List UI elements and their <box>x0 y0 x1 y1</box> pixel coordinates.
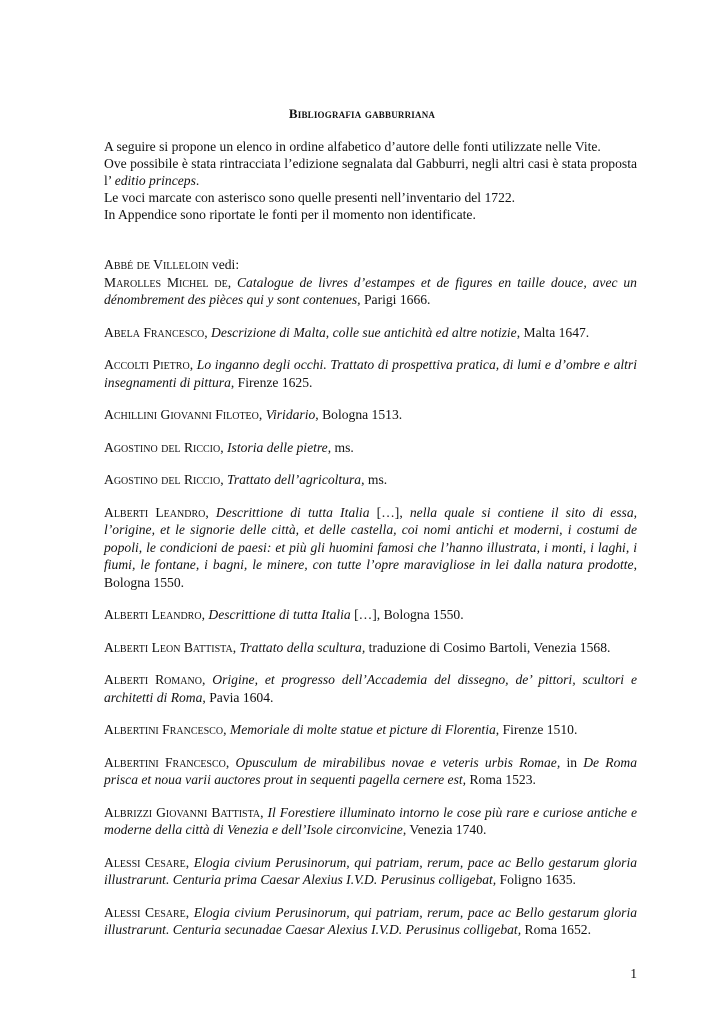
bibliography-entry <box>104 324 637 342</box>
entry-title: Memoriale di molte statue et picture di Florentia <box>229 722 496 737</box>
entry-publication: Roma 1523. <box>466 772 536 787</box>
entry-title: Opusculum de mirabilibus novae e veteris urbis Romae, <box>235 754 561 770</box>
entry-title: Catalogue de livres d’estampes et de figures en taille douce, avec un dénombrement des pièces qui y sont contenues, <box>104 274 637 307</box>
entry-separator: , <box>260 804 268 820</box>
entry-text: vedi: <box>208 257 240 272</box>
entry-author: Alberti Leon Battista <box>104 639 233 655</box>
entry-separator: , <box>185 904 194 920</box>
entry-title: Descrittione di tutta Italia <box>208 607 351 622</box>
intro-paragraph <box>104 138 637 223</box>
entry-publication: Parigi 1666. <box>360 292 431 307</box>
entry-separator: , <box>223 722 230 737</box>
entry-title: Trattato dell’agricoltura <box>227 472 362 487</box>
entry-author: Achillini Giovanni Filoteo <box>104 407 259 422</box>
bibliography-entry <box>104 504 637 592</box>
entry-author: Alberti Leandro <box>104 504 206 520</box>
entry-author: Alessi Cesare <box>104 904 186 920</box>
entry-author: Abbé de Villeloin <box>104 257 209 272</box>
bibliography-entry <box>104 854 637 889</box>
bibliography-entry <box>104 754 637 789</box>
entry-author: Alberti Leandro <box>104 607 202 622</box>
bibliography-entry <box>104 671 637 706</box>
bibliography-entry <box>104 804 637 839</box>
entry-publication: , Pavia 1604. <box>202 689 274 705</box>
intro-punctuation: . <box>195 173 200 188</box>
entry-separator: , <box>258 407 266 422</box>
entry-title: Istoria delle pietre <box>227 439 328 455</box>
entry-publication: , Bologna 1513. <box>315 407 403 422</box>
bibliography-list <box>104 256 637 954</box>
entry-author: Alessi Cesare <box>104 854 186 870</box>
entry-separator: , <box>185 854 194 870</box>
entry-title: Descrizione di Malta, colle sue antichità ed altre notizie <box>211 324 517 340</box>
bibliography-entry <box>104 606 637 624</box>
entry-author: Agostino del Riccio <box>104 439 221 455</box>
entry-title: Descrittione di tutta Italia <box>215 504 370 520</box>
intro-italic-term: editio princeps <box>114 173 196 188</box>
intro-line: In Appendice sono riportate le fonti per il momento non identificate. <box>104 207 476 222</box>
entry-separator: , <box>220 472 228 487</box>
entry-publication: , Firenze 1625. <box>230 374 313 390</box>
entry-separator: , <box>220 439 228 455</box>
entry-author: Marolles Michel de <box>104 274 228 290</box>
bibliography-entry <box>104 256 637 309</box>
entry-publication: , Bologna 1550. <box>104 557 637 590</box>
entry-author: Albertini Francesco <box>104 754 226 770</box>
entry-publication: Roma 1652. <box>521 922 591 937</box>
entry-author: Agostino del Riccio <box>104 472 221 487</box>
bibliography-entry <box>104 639 637 657</box>
entry-line <box>104 256 637 274</box>
entry-title: Lo inganno degli occhi. Trattato di prospettiva pratica, di lumi e d’ombre e altri insegnamenti di pittura <box>104 357 637 390</box>
bibliography-entry <box>104 721 637 739</box>
entry-subtitle: De Roma prisca et noua varii auctores prout in sequenti pagella cernere est, <box>104 754 638 787</box>
bibliography-entry <box>104 406 637 424</box>
entry-title: Elogia civium Perusinorum, qui patriam, rerum, pace ac Bello gestarum gloria illustrarunt. Centuria secunadae Caesar Alexius I.V.D. Perusinus colligebat, <box>104 904 638 937</box>
entry-publication: , Venezia 1740. <box>402 822 487 837</box>
entry-author: Accolti Pietro <box>104 357 190 372</box>
entry-subtitle: nella quale si contiene il sito di essa, l’origine, et le signorie delle città, et delle castella, coi nomi antichi et moderni, i costumi de popoli, le condicioni de paesi: et più gli huomini famosi che l’hanno illustrata, i monti, i laghi, i fiumi, le fontane, i bagni, le minere, con tutte l’opre maravigliose in lei dalla natura prodotte <box>104 504 638 572</box>
entry-separator: , <box>204 324 212 340</box>
entry-author: Albrizzi Giovanni Battista <box>104 804 261 820</box>
entry-author: Alberti Romano <box>104 672 202 687</box>
intro-text: Ove possibile è stata rintracciata l’edizione segnalata dal Gabburri, negli altri casi è stata proposta l’ <box>104 156 637 188</box>
intro-line: A seguire si propone un elenco in ordine alfabetico d’autore delle fonti utilizzate nelle Vite. <box>104 139 601 154</box>
entry-separator: , <box>205 504 216 520</box>
intro-line <box>104 155 637 189</box>
entry-publication: traduzione di Cosimo Bartoli, Venezia 1568. <box>365 639 611 655</box>
entry-separator: , <box>189 357 197 372</box>
entry-separator: , <box>227 274 237 290</box>
bibliography-entry <box>104 471 637 489</box>
entry-text: […], <box>369 504 410 520</box>
entry-publication: , ms. <box>361 472 388 487</box>
entry-separator: , <box>232 639 240 655</box>
entry-separator: , <box>201 672 213 687</box>
bibliography-entry <box>104 439 637 457</box>
intro-line: Le voci marcate con asterisco sono quelle presenti nell’inventario del 1722. <box>104 190 516 205</box>
entry-publication: […], Bologna 1550. <box>350 607 464 622</box>
entry-publication: , ms. <box>327 439 354 455</box>
entry-publication: , Malta 1647. <box>516 324 590 340</box>
bibliography-entry <box>104 356 637 391</box>
entry-author: Albertini Francesco <box>104 722 224 737</box>
page-number: 1 <box>630 966 637 981</box>
entry-separator: , <box>201 607 209 622</box>
entry-title: Elogia civium Perusinorum, qui patriam, rerum, pace ac Bello gestarum gloria illustrarunt. Centuria prima Caesar Alexius I.V.D. Perusinus colligebat, <box>104 854 638 887</box>
entry-title: Trattato della scultura, <box>239 639 366 655</box>
entry-title: Viridario <box>265 407 316 422</box>
entry-publication: Foligno 1635. <box>496 872 576 887</box>
entry-title: Origine, et progresso dell’Accademia del dissegno, de’ pittori, scultori e architetti di Roma <box>104 672 637 705</box>
bibliography-entry <box>104 904 637 939</box>
entry-title: Il Forestiere illuminato intorno le cose più rare e curiose antiche e moderne della città di Venezia e dell’Isole circonvicine <box>104 804 637 837</box>
page-title: Bibliografia gabburriana <box>288 106 436 121</box>
entry-publication: , Firenze 1510. <box>495 722 578 737</box>
entry-separator: , <box>225 754 236 770</box>
entry-author: Abela Francesco <box>104 324 205 340</box>
entry-text: in <box>560 754 584 770</box>
